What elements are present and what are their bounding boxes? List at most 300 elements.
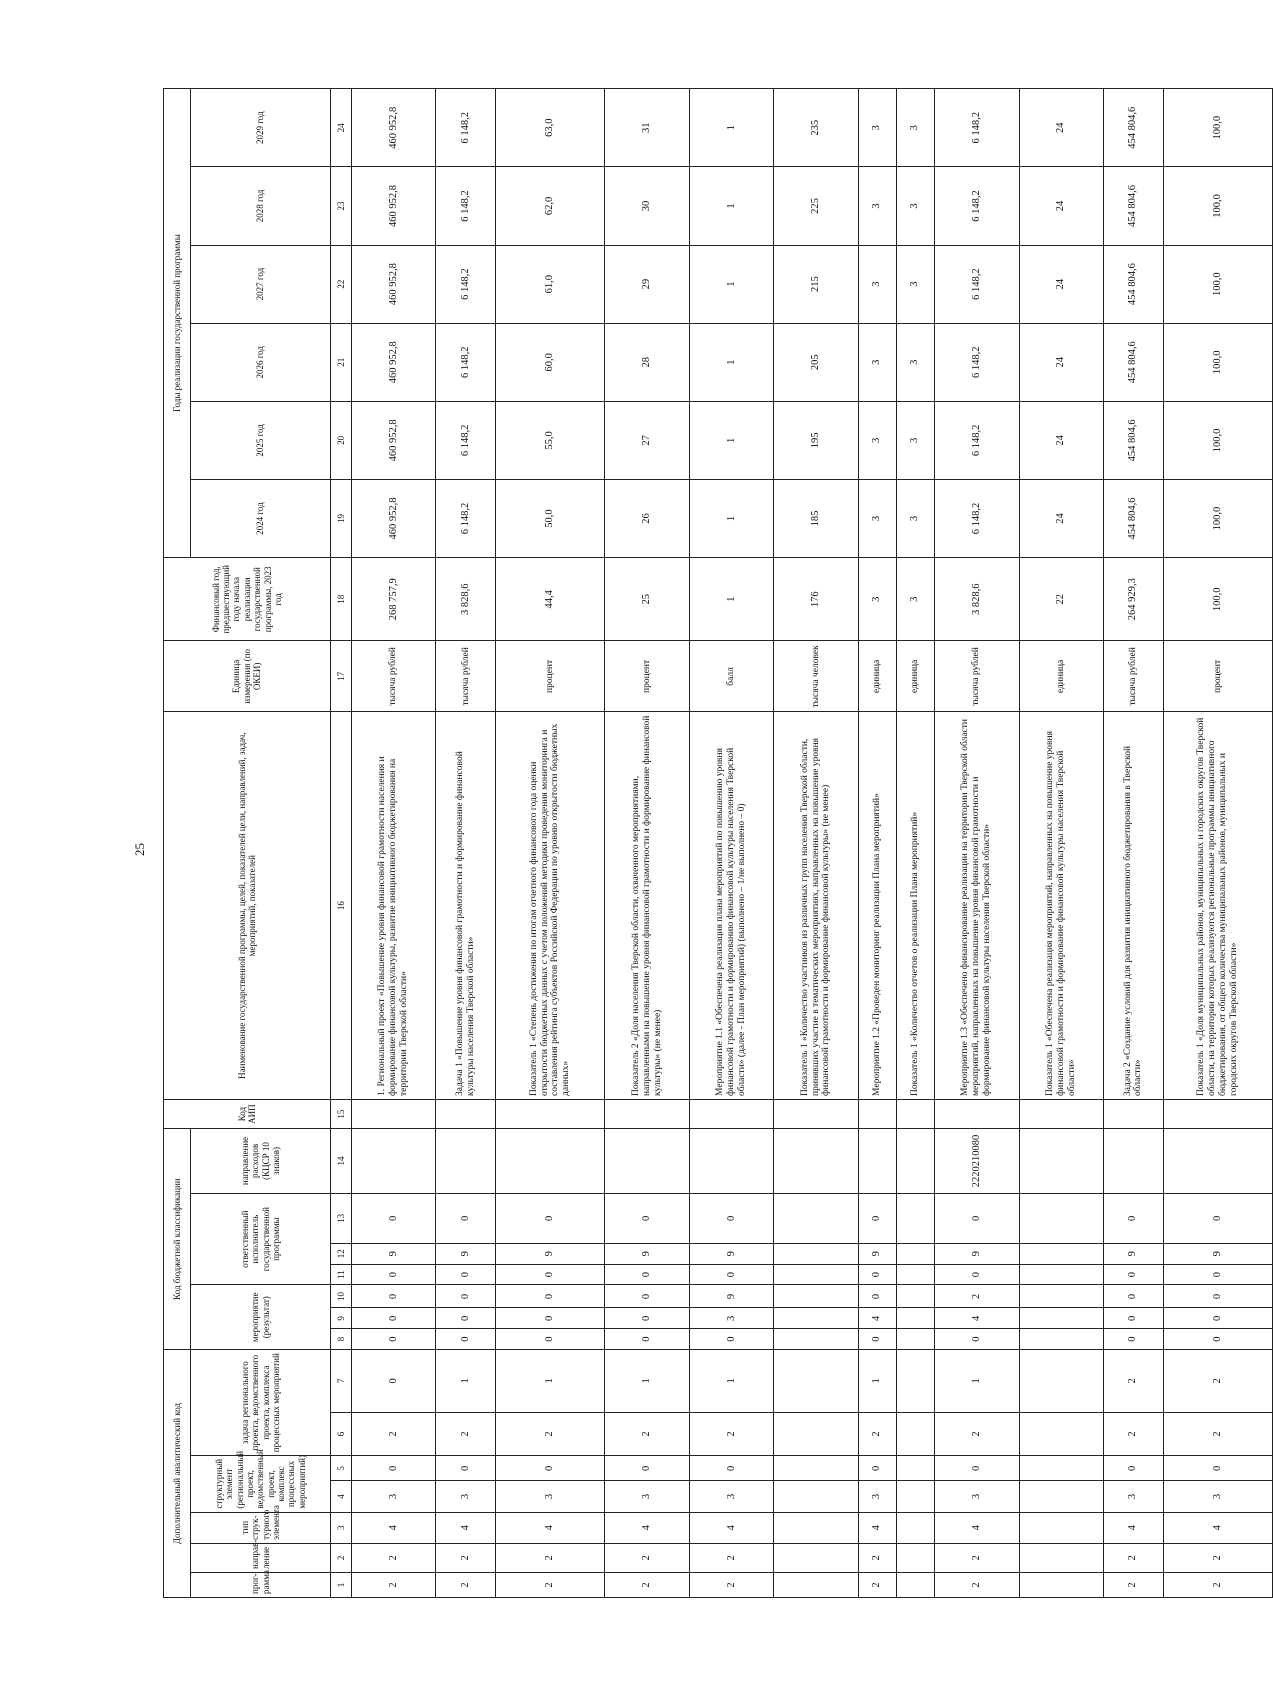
row-year-value: 454 804,6 [1103, 89, 1163, 167]
row-year-value: 3 [858, 167, 896, 245]
header-napravlenie: направ-ление [191, 1543, 331, 1572]
row-name: Мероприятие 1.3 «Обеспечено финансирование реализации на территории Тверской области мероприятий, направленных на повышение уровня финансовой грамотности и формирование финансовой культуры населения Тверской области» [935, 712, 1019, 1100]
header-kod-aip: Код АИП [164, 1099, 331, 1128]
code-cell [896, 1243, 934, 1264]
code-cell: 0 [605, 1456, 689, 1481]
code-cell: 1 [935, 1350, 1019, 1413]
row-base-value: 264 929,3 [1103, 558, 1163, 641]
code-cell: 1 [858, 1350, 896, 1413]
code-cell [1103, 1099, 1163, 1128]
code-cell: 9 [496, 1243, 605, 1264]
code-cell: 0 [1103, 1329, 1163, 1350]
code-cell: 2 [858, 1412, 896, 1456]
code-cell: 0 [1163, 1308, 1272, 1329]
row-year-value: 454 804,6 [1103, 167, 1163, 245]
code-cell [896, 1573, 934, 1598]
row-year-value: 1 [689, 245, 773, 323]
code-cell [774, 1243, 858, 1264]
code-cell: 2 [1163, 1412, 1272, 1456]
code-cell [436, 1129, 496, 1194]
row-year-value: 460 952,8 [352, 323, 436, 401]
code-cell: 0 [605, 1329, 689, 1350]
code-cell: 4 [935, 1512, 1019, 1543]
header-programma: прог-рамма [191, 1573, 331, 1598]
row-base-value: 1 [689, 558, 773, 641]
code-cell: 2 [436, 1412, 496, 1456]
code-cell [1019, 1129, 1103, 1194]
row-year-value: 3 [858, 323, 896, 401]
row-year-value: 6 148,2 [935, 167, 1019, 245]
code-cell [896, 1193, 934, 1243]
code-cell [896, 1543, 934, 1572]
code-cell [896, 1512, 934, 1543]
code-cell: 9 [935, 1243, 1019, 1264]
code-cell [1019, 1512, 1103, 1543]
row-unit: единица [896, 641, 934, 712]
code-cell: 3 [858, 1481, 896, 1512]
code-cell: 0 [605, 1308, 689, 1329]
code-cell [1019, 1308, 1103, 1329]
row-unit: тысяча рублей [436, 641, 496, 712]
row-year-value: 6 148,2 [436, 245, 496, 323]
index-cell: 6 [331, 1412, 352, 1456]
row-year-value: 1 [689, 323, 773, 401]
code-cell [896, 1350, 934, 1413]
row-name: Задача 1 «Повышение уровня финансовой грамотности и формирование финансовой культуры населения Тверской области» [436, 712, 496, 1100]
row-unit: процент [496, 641, 605, 712]
row-year-value: 30 [605, 167, 689, 245]
row-name: Показатель 1 «Количество участников из различных групп населения Тверской области, принявших участие в тематических мероприятиях, направленных на повышение уровня финансовой грамотности и формирование финансовой культуры» (не менее) [774, 712, 858, 1100]
row-year-value: 3 [858, 89, 896, 167]
row-unit: тысяча рублей [352, 641, 436, 712]
index-cell: 10 [331, 1285, 352, 1308]
code-cell: 0 [496, 1285, 605, 1308]
row-year-value: 3 [896, 401, 934, 479]
code-cell: 2 [1103, 1543, 1163, 1572]
row-base-value: 44,4 [496, 558, 605, 641]
header-struct: структурный элемент (региональный проект, ведомственный проект, комплекс процессных мероприятий) [191, 1456, 331, 1512]
code-cell: 2 [1103, 1412, 1163, 1456]
code-cell [896, 1329, 934, 1350]
header-year-2026: 2026 год [191, 323, 331, 401]
row-year-value: 235 [774, 89, 858, 167]
row-base-value: 176 [774, 558, 858, 641]
row-unit: процент [1163, 641, 1272, 712]
header-row-top [164, 89, 191, 1598]
code-cell [896, 1412, 934, 1456]
code-cell [1019, 1456, 1103, 1481]
code-cell: 2 [935, 1543, 1019, 1572]
code-cell: 2 [689, 1543, 773, 1572]
code-cell: 0 [352, 1329, 436, 1350]
code-cell: 0 [436, 1308, 496, 1329]
code-cell: 3 [1163, 1481, 1272, 1512]
row-unit: тысяча человек [774, 641, 858, 712]
code-cell: 2 [496, 1543, 605, 1572]
code-cell: 4 [858, 1512, 896, 1543]
code-cell: 2 [605, 1412, 689, 1456]
code-cell [774, 1308, 858, 1329]
code-cell [896, 1099, 934, 1128]
header-name: Наименование государственной программы, целей, показателей цели, направлений, задач, мероприятий, показателей [164, 712, 331, 1100]
code-cell: 0 [689, 1193, 773, 1243]
code-cell: 9 [1103, 1243, 1163, 1264]
row-name: Показатель 2 «Доля населения Тверской области, охваченного мероприятиями, направленными на повышение уровня финансовой грамотности и формирование финансовой культуры» (не менее) [605, 712, 689, 1100]
row-name: Показатель 1 «Обеспечена реализация мероприятий, направленных на повышение уровня финансовой грамотности и формирование финансовой культуры населения Тверской области» [1019, 712, 1103, 1100]
row-base-value: 3 828,6 [935, 558, 1019, 641]
code-cell [774, 1412, 858, 1456]
row-year-value: 6 148,2 [436, 401, 496, 479]
index-cell: 19 [331, 479, 352, 557]
row-year-value: 61,0 [496, 245, 605, 323]
table-row [774, 89, 858, 1598]
code-cell: 9 [689, 1285, 773, 1308]
code-cell: 3 [689, 1481, 773, 1512]
index-cell: 21 [331, 323, 352, 401]
code-cell: 0 [605, 1193, 689, 1243]
program-table [163, 88, 1273, 1598]
code-cell [774, 1193, 858, 1243]
row-year-value: 60,0 [496, 323, 605, 401]
table-container [163, 88, 1273, 1598]
header-year-2028: 2028 год [191, 167, 331, 245]
code-cell [1103, 1129, 1163, 1194]
code-cell [1019, 1481, 1103, 1512]
index-cell: 23 [331, 167, 352, 245]
row-year-value: 100,0 [1163, 89, 1272, 167]
code-cell: 2 [1163, 1350, 1272, 1413]
code-cell: 0 [496, 1264, 605, 1285]
row-year-value: 26 [605, 479, 689, 557]
index-cell: 5 [331, 1456, 352, 1481]
code-cell: 9 [1163, 1243, 1272, 1264]
code-cell: 9 [689, 1243, 773, 1264]
code-cell: 2 [689, 1412, 773, 1456]
code-cell: 0 [352, 1350, 436, 1413]
code-cell: 2220210080 [935, 1129, 1019, 1194]
code-cell: 3 [496, 1481, 605, 1512]
code-cell: 2 [352, 1543, 436, 1572]
row-year-value: 460 952,8 [352, 89, 436, 167]
code-cell: 0 [436, 1456, 496, 1481]
row-year-value: 185 [774, 479, 858, 557]
code-cell: 3 [352, 1481, 436, 1512]
row-year-value: 3 [896, 167, 934, 245]
row-base-value: 25 [605, 558, 689, 641]
row-year-value: 215 [774, 245, 858, 323]
header-kcsr: направление расходов (КЦСР 10 знаков) [191, 1129, 331, 1194]
row-year-value: 3 [858, 245, 896, 323]
row-year-value: 6 148,2 [935, 89, 1019, 167]
index-cell: 24 [331, 89, 352, 167]
code-cell: 0 [858, 1285, 896, 1308]
code-cell: 0 [605, 1285, 689, 1308]
row-year-value: 24 [1019, 245, 1103, 323]
code-cell [774, 1285, 858, 1308]
row-unit: тысяча рублей [935, 641, 1019, 712]
index-cell: 11 [331, 1264, 352, 1285]
code-cell: 3 [1103, 1481, 1163, 1512]
row-year-value: 6 148,2 [436, 323, 496, 401]
row-year-value: 1 [689, 401, 773, 479]
code-cell [496, 1099, 605, 1128]
index-row [331, 89, 352, 1598]
header-dop-code: Дополнительный аналитический код [164, 1350, 191, 1598]
code-cell [774, 1573, 858, 1598]
code-cell [774, 1350, 858, 1413]
row-year-value: 24 [1019, 89, 1103, 167]
header-base-year: Финансовый год, предшествующий году начала реализации государственной программы, 2023 год [164, 558, 331, 641]
code-cell: 4 [496, 1512, 605, 1543]
code-cell: 0 [858, 1264, 896, 1285]
row-year-value: 6 148,2 [436, 167, 496, 245]
code-cell: 0 [858, 1329, 896, 1350]
code-cell [352, 1099, 436, 1128]
code-cell: 0 [689, 1264, 773, 1285]
code-cell: 0 [1163, 1193, 1272, 1243]
code-cell: 2 [605, 1543, 689, 1572]
row-year-value: 100,0 [1163, 167, 1272, 245]
code-cell [1019, 1264, 1103, 1285]
row-year-value: 454 804,6 [1103, 245, 1163, 323]
row-year-value: 24 [1019, 479, 1103, 557]
table-row [896, 89, 934, 1598]
row-year-value: 100,0 [1163, 479, 1272, 557]
code-cell [436, 1099, 496, 1128]
row-year-value: 27 [605, 401, 689, 479]
code-cell: 0 [1103, 1264, 1163, 1285]
row-name: Мероприятие 1.1 «Обеспечена реализация плана мероприятий по повышению уровня финансовой грамотности и формированию финансовой культуры населения Тверской области» (далее - План мероприятий) (выполнено – 1/не выполнено – 0) [689, 712, 773, 1100]
code-cell: 2 [935, 1285, 1019, 1308]
code-cell [1019, 1350, 1103, 1413]
code-cell: 0 [496, 1329, 605, 1350]
code-cell: 3 [935, 1481, 1019, 1512]
index-cell: 2 [331, 1543, 352, 1572]
row-year-value: 460 952,8 [352, 167, 436, 245]
rotated-sheet [163, 88, 1273, 1598]
row-year-value: 3 [858, 479, 896, 557]
row-year-value: 460 952,8 [352, 479, 436, 557]
code-cell [774, 1264, 858, 1285]
row-base-value: 3 828,6 [436, 558, 496, 641]
code-cell: 0 [1163, 1329, 1272, 1350]
code-cell [1019, 1243, 1103, 1264]
row-year-value: 24 [1019, 401, 1103, 479]
code-cell: 0 [858, 1456, 896, 1481]
table-row [1103, 89, 1163, 1598]
header-tip: тип струк-турного элемента [191, 1512, 331, 1543]
code-cell [774, 1481, 858, 1512]
index-cell: 13 [331, 1193, 352, 1243]
code-cell: 2 [858, 1573, 896, 1598]
row-year-value: 454 804,6 [1103, 323, 1163, 401]
code-cell: 3 [605, 1481, 689, 1512]
header-year-2027: 2027 год [191, 245, 331, 323]
row-year-value: 225 [774, 167, 858, 245]
row-year-value: 3 [896, 245, 934, 323]
row-unit: балл [689, 641, 773, 712]
row-year-value: 100,0 [1163, 245, 1272, 323]
code-cell: 0 [858, 1193, 896, 1243]
index-cell: 22 [331, 245, 352, 323]
row-unit: тысяча рублей [1103, 641, 1163, 712]
code-cell: 2 [352, 1412, 436, 1456]
code-cell: 0 [436, 1264, 496, 1285]
code-cell [689, 1129, 773, 1194]
code-cell: 0 [935, 1456, 1019, 1481]
code-cell: 0 [352, 1285, 436, 1308]
code-cell: 4 [689, 1512, 773, 1543]
code-cell: 2 [858, 1543, 896, 1572]
index-cell: 9 [331, 1308, 352, 1329]
code-cell: 2 [496, 1573, 605, 1598]
code-cell: 3 [689, 1308, 773, 1329]
table-row [352, 89, 436, 1598]
table-row [605, 89, 689, 1598]
header-year-2029: 2029 год [191, 89, 331, 167]
code-cell: 9 [352, 1243, 436, 1264]
row-year-value: 55,0 [496, 401, 605, 479]
code-cell: 2 [1103, 1573, 1163, 1598]
row-name: Показатель 1 «Доля муниципальных районов, муниципальных и городских округов Тверской области, на территории которых реализуются региональные программы инициативного бюджетирования, от общего количества муниципальных районов, муниципальных и городских округов Тверской области» [1163, 712, 1272, 1100]
row-year-value: 6 148,2 [436, 89, 496, 167]
code-cell: 0 [1163, 1264, 1272, 1285]
code-cell: 0 [496, 1456, 605, 1481]
code-cell [896, 1264, 934, 1285]
row-year-value: 1 [689, 167, 773, 245]
index-cell: 8 [331, 1329, 352, 1350]
code-cell: 0 [689, 1456, 773, 1481]
code-cell [858, 1099, 896, 1128]
code-cell [496, 1129, 605, 1194]
row-name: 1. Региональный проект «Повышение уровня финансовой грамотности населения и формирование финансовой культуры, развитие инициативного бюджетирования на территории Тверской области» [352, 712, 436, 1100]
row-unit: единица [1019, 641, 1103, 712]
row-year-value: 3 [896, 479, 934, 557]
row-base-value: 22 [1019, 558, 1103, 641]
code-cell: 4 [935, 1308, 1019, 1329]
table-row [689, 89, 773, 1598]
code-cell: 9 [858, 1243, 896, 1264]
index-cell: 16 [331, 712, 352, 1100]
row-year-value: 29 [605, 245, 689, 323]
code-cell: 0 [1163, 1285, 1272, 1308]
code-cell: 4 [858, 1308, 896, 1329]
code-cell: 2 [689, 1573, 773, 1598]
code-cell [858, 1129, 896, 1194]
code-cell: 0 [496, 1193, 605, 1243]
code-cell: 1 [605, 1350, 689, 1413]
code-cell [1019, 1099, 1103, 1128]
code-cell: 2 [436, 1543, 496, 1572]
header-year-2024: 2024 год [191, 479, 331, 557]
table-row [1019, 89, 1103, 1598]
code-cell: 3 [436, 1481, 496, 1512]
code-cell: 4 [436, 1512, 496, 1543]
code-cell: 1 [436, 1350, 496, 1413]
code-cell: 2 [935, 1573, 1019, 1598]
code-cell: 0 [436, 1285, 496, 1308]
row-year-value: 63,0 [496, 89, 605, 167]
code-cell: 4 [352, 1512, 436, 1543]
row-year-value: 1 [689, 89, 773, 167]
code-cell: 2 [352, 1573, 436, 1598]
row-year-value: 6 148,2 [436, 479, 496, 557]
row-year-value: 31 [605, 89, 689, 167]
row-year-value: 454 804,6 [1103, 401, 1163, 479]
index-cell: 12 [331, 1243, 352, 1264]
index-cell: 3 [331, 1512, 352, 1543]
code-cell: 4 [1103, 1512, 1163, 1543]
code-cell: 2 [496, 1412, 605, 1456]
code-cell: 9 [436, 1243, 496, 1264]
code-cell [1019, 1329, 1103, 1350]
table-row [1163, 89, 1272, 1598]
code-cell: 4 [605, 1512, 689, 1543]
code-cell [774, 1543, 858, 1572]
code-cell: 2 [1163, 1543, 1272, 1572]
index-cell: 20 [331, 401, 352, 479]
code-cell: 2 [605, 1573, 689, 1598]
index-cell: 1 [331, 1573, 352, 1598]
code-cell: 9 [605, 1243, 689, 1264]
table-row [496, 89, 605, 1598]
code-cell: 2 [436, 1573, 496, 1598]
code-cell: 0 [605, 1264, 689, 1285]
code-cell: 0 [352, 1264, 436, 1285]
code-cell [605, 1129, 689, 1194]
row-name: Показатель 1 «Количество отчетов о реализации Плана мероприятий» [896, 712, 934, 1100]
row-year-value: 62,0 [496, 167, 605, 245]
row-year-value: 24 [1019, 323, 1103, 401]
code-cell: 0 [352, 1193, 436, 1243]
code-cell [774, 1329, 858, 1350]
code-cell [896, 1129, 934, 1194]
row-year-value: 1 [689, 479, 773, 557]
row-year-value: 195 [774, 401, 858, 479]
row-year-value: 454 804,6 [1103, 479, 1163, 557]
row-year-value: 100,0 [1163, 323, 1272, 401]
row-year-value: 3 [896, 323, 934, 401]
code-cell [1163, 1099, 1272, 1128]
code-cell: 0 [436, 1329, 496, 1350]
code-cell [935, 1099, 1019, 1128]
row-year-value: 50,0 [496, 479, 605, 557]
page-number: 25 [132, 843, 147, 856]
row-year-value: 24 [1019, 167, 1103, 245]
code-cell [896, 1456, 934, 1481]
row-name: Задача 2 «Создание условий для развития инициативного бюджетирования в Тверской области» [1103, 712, 1163, 1100]
row-year-value: 6 148,2 [935, 245, 1019, 323]
code-cell [1019, 1573, 1103, 1598]
code-cell: 1 [496, 1350, 605, 1413]
code-cell [1019, 1543, 1103, 1572]
index-cell: 7 [331, 1350, 352, 1413]
row-year-value: 3 [858, 401, 896, 479]
code-cell: 0 [1103, 1456, 1163, 1481]
code-cell: 2 [1103, 1350, 1163, 1413]
row-base-value: 3 [896, 558, 934, 641]
header-zadacha: задача регионального проекта, ведомственного проекта, комплекса процессных мероприятий [191, 1350, 331, 1456]
header-unit: Единица измерения (по ОКЕИ) [164, 641, 331, 712]
row-base-value: 100,0 [1163, 558, 1272, 641]
row-year-value: 460 952,8 [352, 401, 436, 479]
code-cell: 4 [1163, 1512, 1272, 1543]
row-year-value: 28 [605, 323, 689, 401]
table-row [935, 89, 1019, 1598]
code-cell [896, 1481, 934, 1512]
code-cell [774, 1456, 858, 1481]
index-cell: 14 [331, 1129, 352, 1194]
